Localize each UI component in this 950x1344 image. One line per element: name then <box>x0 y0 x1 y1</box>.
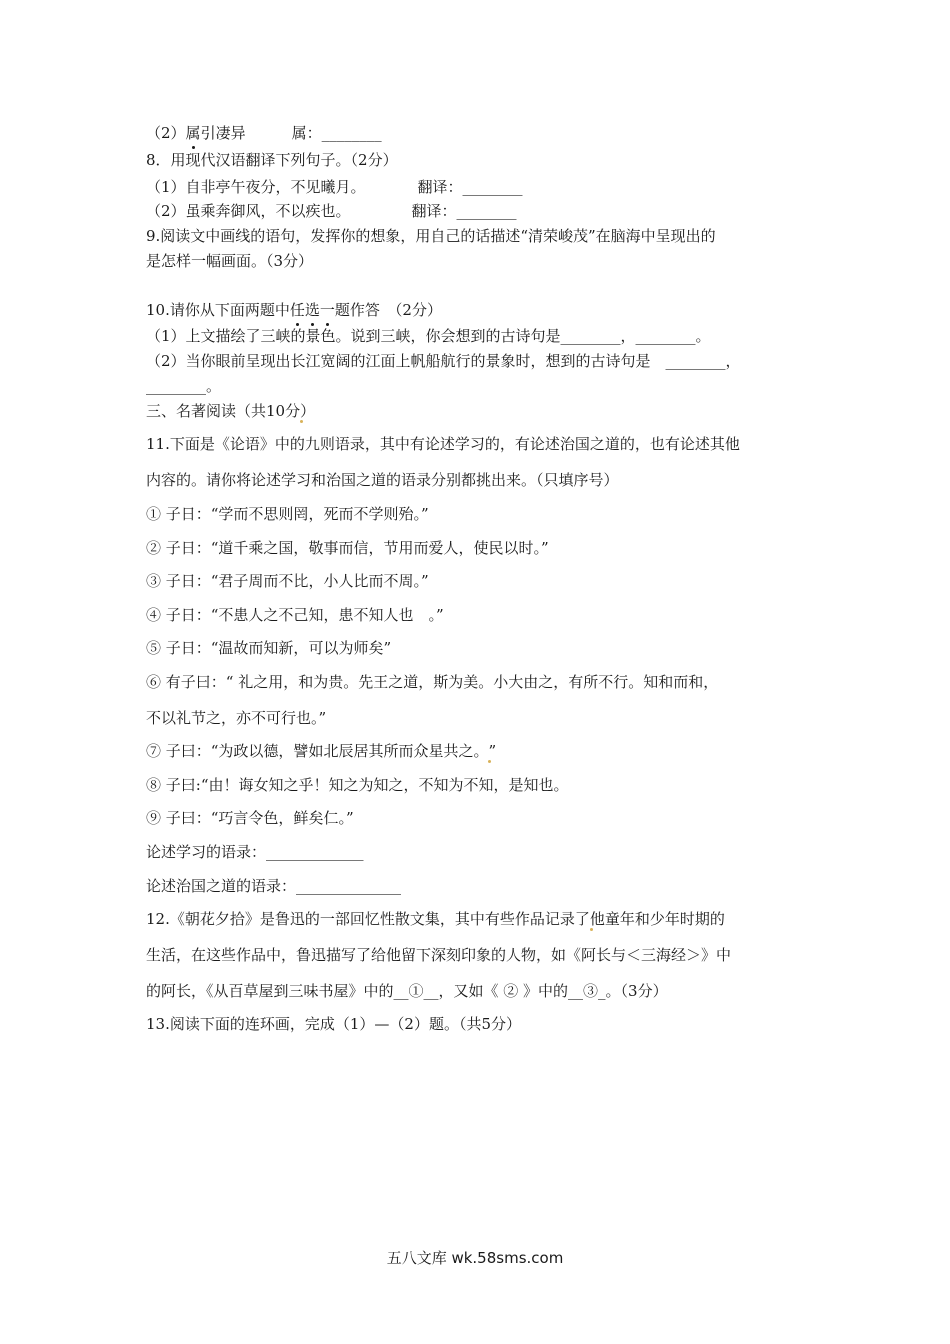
q7-item2-answer: 属：________ <box>291 124 382 142</box>
q11-quote-7-text: ” <box>488 742 497 760</box>
q11-quote-7-text: ⑦ 子曰：“为政以德，譬如北辰居其所而众星共之 <box>146 742 474 760</box>
q7-item2 <box>146 123 382 143</box>
q11-quote-5: ⑤ 子日：“温故而知新，可以为师矣” <box>146 639 392 657</box>
q10-title-text: 10.请你从下面两题中 <box>146 301 290 319</box>
q12-line3: 的阿长，《从百草屋到三味书屋》中的__①__，又如《 ② 》中的__③_。（3分） <box>146 982 668 1000</box>
q11-quote-1: ① 子日：“学而不思则罔，死而不学则殆。” <box>146 505 429 523</box>
q8-item2 <box>146 201 517 221</box>
q7-item2-number: （2） <box>146 124 186 142</box>
q10-title <box>146 300 442 320</box>
q10-item2-line1: （2）当你眼前呈现出长江宽阔的江面上帆船航行的景象时，想到的古诗句是 ________， <box>146 352 741 370</box>
section3-heading <box>146 401 315 421</box>
q11-quote-6: ⑥ 有子曰：“ 礼之用，和为贵。先王之道，斯为美。小大由之，有所不行。知和而和， <box>146 673 719 691</box>
q10-title-text: 题作答 （2分） <box>334 301 442 319</box>
q12-line1-text: 他童年和少年时期的 <box>589 910 725 928</box>
q11-quote-4: ④ 子日：“不患人之不己知，患不知人也 。” <box>146 606 444 624</box>
q8-item1-answer: 翻译：________ <box>417 178 523 196</box>
q10-item1: （1）上文描绘了三峡的景色。说到三峡，你会想到的古诗句是________，________。 <box>146 327 711 345</box>
q11-answer-study: 论述学习的语录：_____________ <box>146 843 364 861</box>
q11-quote-9: ⑨ 子曰：“巧言令色，鲜矣仁。” <box>146 809 354 827</box>
q11-quote-8: ⑧ 子曰:“由！诲女知之乎！知之为知之，不知为不知，是知也。 <box>146 776 569 794</box>
q8-item1-text: （1）自非亭午夜分，不见曦月。 <box>146 178 366 196</box>
q7-item2-dotted-char: 属 <box>185 124 201 142</box>
q12-line1-mark: 了 <box>574 910 590 928</box>
q10-dotted-char: 任 <box>289 301 305 319</box>
q11-quote-7 <box>146 741 496 761</box>
q10-dotted-char: 一 <box>319 301 335 319</box>
section3-heading-text: ） <box>300 402 316 420</box>
q12-line2: 生活，在这些作品中，鲁迅描写了给他留下深刻印象的人物，如《阿长与＜三海经＞》中 <box>146 946 732 964</box>
q8-item2-answer: 翻译：________ <box>411 202 517 220</box>
q12-line1-text: 12.《朝花夕拾》是鲁迅的一部回忆性散文集，其中有些作品记录 <box>146 910 575 928</box>
q13-title: 13.阅读下面的连环画，完成（1）—（2）题。（共5分） <box>146 1015 521 1033</box>
section3-heading-text: 三、名著阅读（共10 <box>146 402 286 420</box>
q10-item2-line2: ________。 <box>146 377 222 395</box>
q10-dotted-char: 选 <box>304 301 320 319</box>
q11-quote-7-mark: 。 <box>473 742 489 760</box>
section3-heading-mark: 分 <box>285 402 301 420</box>
footer-watermark: 五八文库 wk.58sms.com <box>386 1249 564 1267</box>
q11-line2: 内容的。请你将论述学习和治国之道的语录分别都挑出来。（只填序号） <box>146 471 619 489</box>
q12-line1 <box>146 909 725 929</box>
q8-title: 8．用现代汉语翻译下列句子。（2分） <box>146 151 398 169</box>
q11-quote-6-cont: 不以礼节之，亦不可行也。” <box>146 709 327 727</box>
q9-line2: 是怎样一幅画面。（3分） <box>146 252 314 270</box>
q8-item1 <box>146 177 523 197</box>
q11-line1: 11.下面是《论语》中的九则语录，其中有论述学习的，有论述治国之道的，也有论述其他 <box>146 435 740 453</box>
q11-quote-3: ③ 子日：“君子周而不比，小人比而不周。” <box>146 572 429 590</box>
q11-answer-govern: 论述治国之道的语录：______________ <box>146 877 402 895</box>
q7-item2-text: 引凄异 <box>200 124 246 142</box>
q11-quote-2: ② 子日：“道千乘之国，敬事而信，节用而爱人，使民以时。” <box>146 539 549 557</box>
q9-line1: 9.阅读文中画线的语句，发挥你的想象，用自己的话描述“清荣峻茂”在脑海中呈现出的 <box>146 227 716 245</box>
q8-item2-text: （2）虽乘奔御风，不以疾也。 <box>146 202 351 220</box>
